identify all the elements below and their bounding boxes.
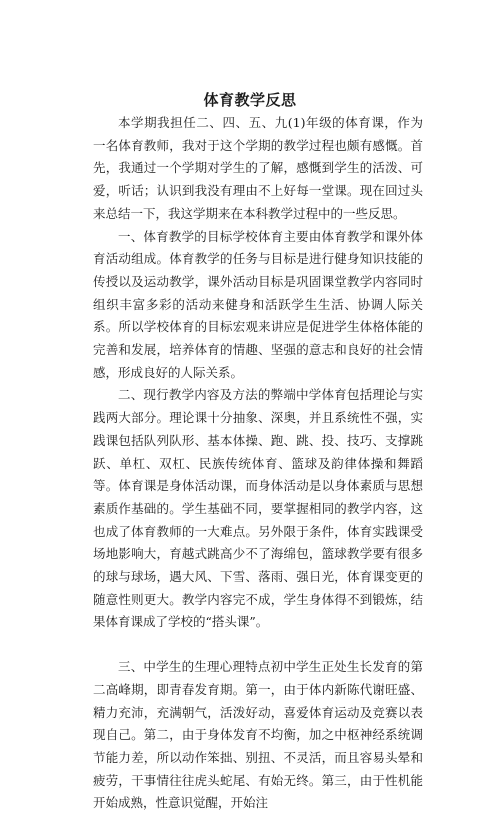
document-body bbox=[93, 112, 423, 815]
paragraph-intro: 本学期我担任二、四、五、九(1)年级的体育课，作为一名体育教师，我对于这个学期的教学过程也颇有感慨。首先，我通过一个学期对学生的了解，感慨到学生的活泼、可爱，听话；认识到我没有理由不上好每一堂课。现在回过头来总结一下，我这学期来在本科教学过程中的一些反思。 bbox=[93, 115, 423, 221]
document-title: 体育教学反思 bbox=[203, 91, 297, 109]
paragraph-section-1: 一、体育教学的目标学校体育主要由体育教学和课外体育活动组成。体育教学的任务与目标是进行健身知识技能的传授以及运动教学，课外活动目标是巩固课堂教学内容同时组织丰富多彩的活动来健身和活跃学生生活、协调人际关系。所以学校体育的目标宏观来讲应是促进学生体格体能的完善和发展，培养体育的情趣、坚强的意志和良好的社会情感，形成良好的人际关系。 bbox=[93, 228, 423, 380]
paragraph-section-2: 二、现行教学内容及方法的弊端中学体育包括理论与实践两大部分。理论课十分抽象、深奥，并且系统性不强，实践课包括队列队形、基本体操、跑、跳、投、技巧、支撑跳跃、单杠、双杠、民族传统体育、篮球及韵律体操和舞蹈等。体育课是身体活动课，而身体活动是以身体素质与思想素质作基础的。学生基础不同，要掌握相同的教学内容，这也成了体育教师的一大难点。另外限于条件，体育实践课受场地影响大，育越式跳高少不了海绵包，篮球教学要有很多的球与球场，遇大风、下雪、落雨、强日光，体育课变更的随意性则更大。教学内容完不成，学生身体得不到锻炼，结果体育课成了学校的“搭头课”。 bbox=[93, 387, 423, 630]
paragraph-section-3: 三、中学生的生理心理特点初中学生正处生长发育的第二高峰期，即青春发育期。第一，由于体内新陈代谢旺盛、精力充沛，充满朝气，活泼好动，喜爱体育运动及竞赛以表现自己。第二，由于身体发育不均衡，加之中枢神经系统调节能力差，所以动作笨拙、别扭、不灵活，而且容易头晕和疲劳，干事情往往虎头蛇尾、有始无终。第三，由于性机能开始成熟，性意识觉醒，开始注 bbox=[93, 659, 423, 811]
